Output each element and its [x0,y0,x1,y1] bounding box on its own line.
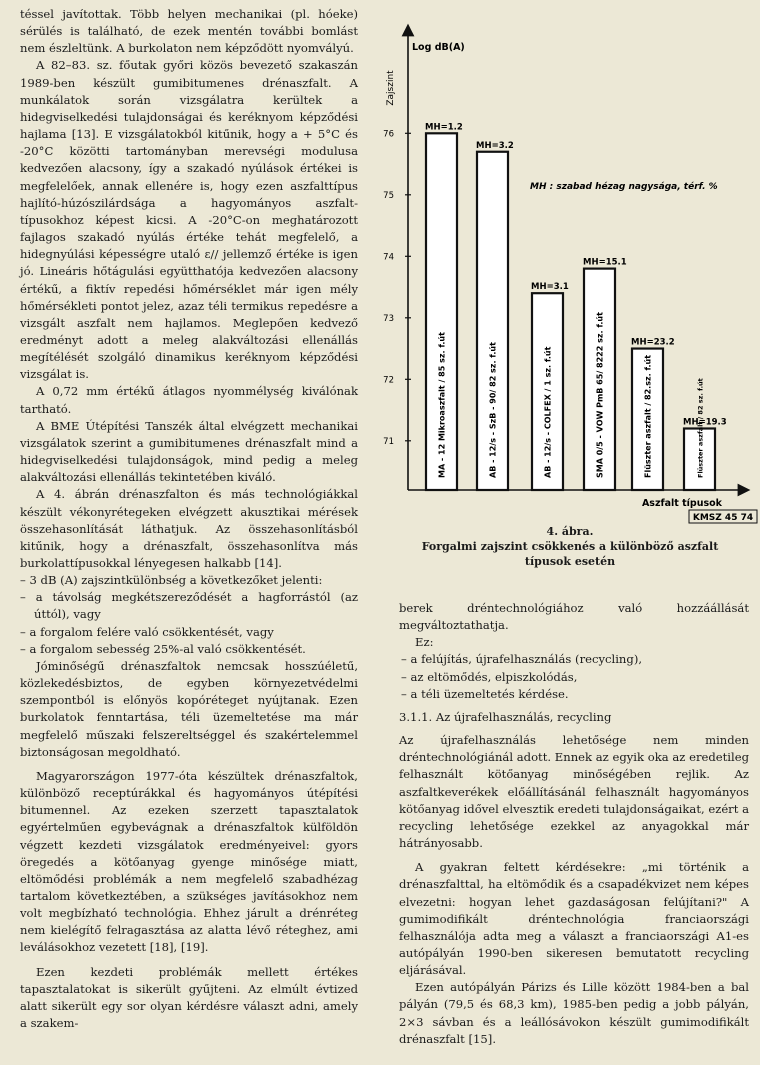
bar-category-label: Flüszter aszfalt / 82 sz. f.út [696,378,705,478]
bar-category-label: SMA 0/5 - VOW PmB 65/ 8222 sz. f.út [595,312,605,478]
bar-category-label: Flüszter aszfalt / 82.sz. f.út [643,354,653,478]
legend-note: MH : szabad hézag nagysága, térf. % [530,182,718,192]
y-tick-label: 74 [383,252,394,263]
bar-category-label: AB - 12/s - SzB - 90/ 82 sz. f.út [488,342,498,478]
y-tick-label: 72 [383,375,394,386]
x-axis-label: Aszfalt típusok [641,498,722,509]
y-unit-label: Log dB(A) [412,42,465,53]
bullet-list [20,572,358,658]
paragraph: berek dréntechnológiához való hozzáállását megváltoztathatja. [399,601,749,633]
list-item: – a távolság megkétszereződését a hagforrástól (az úttól), vagy [20,589,358,623]
caption-title: 4. ábra. [546,525,594,538]
caption-line: típusok esetén [524,555,616,568]
list-item: – a forgalom sebesség 25%-al való csökkentését. [20,641,358,658]
bar-category-label: AB - 12/s - COLFEX / 1 sz. f.út [543,346,553,478]
code-box-label: KMSZ 45 74 [692,513,754,523]
paragraph: Ez: [415,635,434,650]
y-tick-label: 75 [383,190,394,201]
paragraph: Ezen autópályán Párizs és Lille között 1984-ben a bal pályán (79,5 és 68,3 km), 1985-ben pedig a jobb pályán, 2×3 sávban és a leállósávokon készült gumimodifikált drénaszfalt [15]. [399,980,749,1046]
paragraph: A 0,72 mm értékű átlagos nyommélység kiválónak tartható. [20,384,358,416]
paragraph: A BME Útépítési Tanszék által elvégzett mechanikai vizsgálatok szerint a gumibitumenes drénaszfalt mind a hidegviselkedési tulajdonságok, mind pedig a meleg alakváltozási ellenállás tekintetében kiváló. [20,418,358,485]
left-column [20,6,358,1032]
bullet-list [401,651,749,702]
bar-mh-label: MH=23.2 [631,337,675,348]
y-tick-label: 71 [383,436,394,447]
bar-mh-label: MH=1.2 [425,122,463,133]
bar-mh-label: MH=3.1 [531,282,569,293]
list-item: – 3 dB (A) zajszintkülönbség a következőket jelenti: [20,572,358,589]
section-heading: 3.1.1. Az újrafelhasználás, recycling [399,709,612,724]
paragraph: A 4. ábrán drénaszfalton és más technológiákkal készült vékonyrétegeken elvégzett akusztikai mérések összehasonlítását láthatjuk. Az összehasonlításból kitűnik, hogy a drénaszfalt, összehasonlítva más burkolattípusokkal lényegesen halkabb [14]. [20,487,358,570]
list-item: – a felújítás, újrafelhasználás (recycling), [401,651,749,668]
list-item: – a forgalom felére való csökkentését, vagy [20,624,358,641]
figure-4 [372,8,760,600]
bar-chart [372,8,760,528]
paragraph: Magyarországon 1977-óta készültek drénaszfaltok, különböző receptúrákkal és hagyományos útépítési bitumennel. Az ezeken szerzett tapasztalatok egyértelműen egybevágnak a drénaszfaltok külföldön végzett kezdeti vizsgálatok eredményeivel: gyors öregedés a kötőanyag gyenge minősége miatt, eltömődési problémák a nem megfelelő szabadhézag tartalom következtében, a szükséges javításokhoz nem volt megbízható technológia. Ehhez járult a drénréteg nem kielégítő felragasztása az alatta lévő réteghez, ami leválásokhoz vezetett [18], [19]. [20,768,358,955]
bar-mh-label: MH=15.1 [583,257,627,268]
paragraph: Jóminőségű drénaszfaltok nemcsak hosszúéletű, közlekedésbiztos, de egyben környezetvédelmi szempontból is előnyös kopóréteget nyújtanak. Ezen burkolatok fenntartása, téli üzemeltetése ma már megfelelő műszaki felszereltséggel és szakértelemmel biztonságosan megoldható. [20,658,358,759]
bar-mh-label: MH=3.2 [476,140,514,151]
paragraph: Ezen kezdeti problémák mellett értékes tapasztalatokat is sikerült gyűjteni. Az elmúlt évtized alatt sikerült egy sor olyan kérdésre választ adni, amely a szakem- [20,964,358,1031]
y-tick-label: 76 [383,129,394,140]
y-tick-label: 73 [383,313,394,324]
paragraph: A gyakran feltett kérdésekre: „mi történik a drénaszfalttal, ha eltömődik és a csapadékvizet nem képes elvezetni: hogyan lehet gazdaságosan felújítani?" A gumimodifikált dréntechnológia franciaországi felhasználója adta meg a választ a franciaországi A1-es autópályán 1990-ben sikeresen bemutatott recycling eljárásával. [399,860,749,978]
right-column [399,600,749,1048]
caption-line: Forgalmi zajszint csökkenés a különböző aszfalt [421,540,719,553]
bar-category-label: MA - 12 Mikroaszfalt / 85 sz. f.út [437,332,447,478]
list-item: – az eltömődés, elpiszkolódás, [401,669,749,686]
bar-mh-label: MH=19.3 [683,417,727,428]
list-item: – a téli üzemeltetés kérdése. [401,686,749,703]
paragraph: Az újrafelhasználás lehetősége nem minden dréntechnológiánál adott. Ennek az egyik oka az eredetileg felhasznált kötőanyag minőségében rejlik. Az aszfaltkeverékek előállításánál felhasznált hagyományos kötőanyag idővel elvesztik eredeti tulajdonságaikat, ezért a recycling lehetősége ezekkel az anyagokkal már hátrányosabb. [399,733,749,851]
paragraph: A 82–83. sz. főutak győri közös bevezető szakaszán 1989-ben készült gumibitumenes drénaszfalt. A munkálatok során vizsgálatra kerültek a hidegviselkedési tulajdonságai és keréknyom képződési hajlama [13]. E vizsgálatokból kitűnik, hogy a + 5°C és -20°C közötti tartományban merevségi modulusa kedvezően alacsony, így a szakadó nyúlások értékei is megfelelőek, annak ellenére is, hogy ezen aszfalttípus hajlító-húzószilárdsága a hagyományos aszfalt-típusokhoz képest kicsi. A -20°C-on meghatározott fajlagos szakadó nyúlás értéke tehát megfelelő, a hidegnyúlási képességre utaló ε// jellemző értéke is igen jó. Lineáris hőtágulási együtthatója kedvezően alacsony értékű, a fiktív repedési hőmérséklet már igen mély hőmérsékleti pontot jelez, azaz téli termikus repedésre a vizsgált aszfalt nem hajlamos. Meglepően kedvező eredményt adott a meleg alakváltozási ellenállás megítélését szolgáló dinamikus keréknyom képződési vizsgálat is. [20,58,358,382]
paragraph: téssel javítottak. Több helyen mechanikai (pl. hóeke) sérülés is található, de ezek mentén további bomlást nem észleltünk. A burkolaton nem képződött nyomvályú. [20,7,358,56]
figure-caption [400,524,740,569]
y-axis-label: Zajszint [386,70,396,106]
